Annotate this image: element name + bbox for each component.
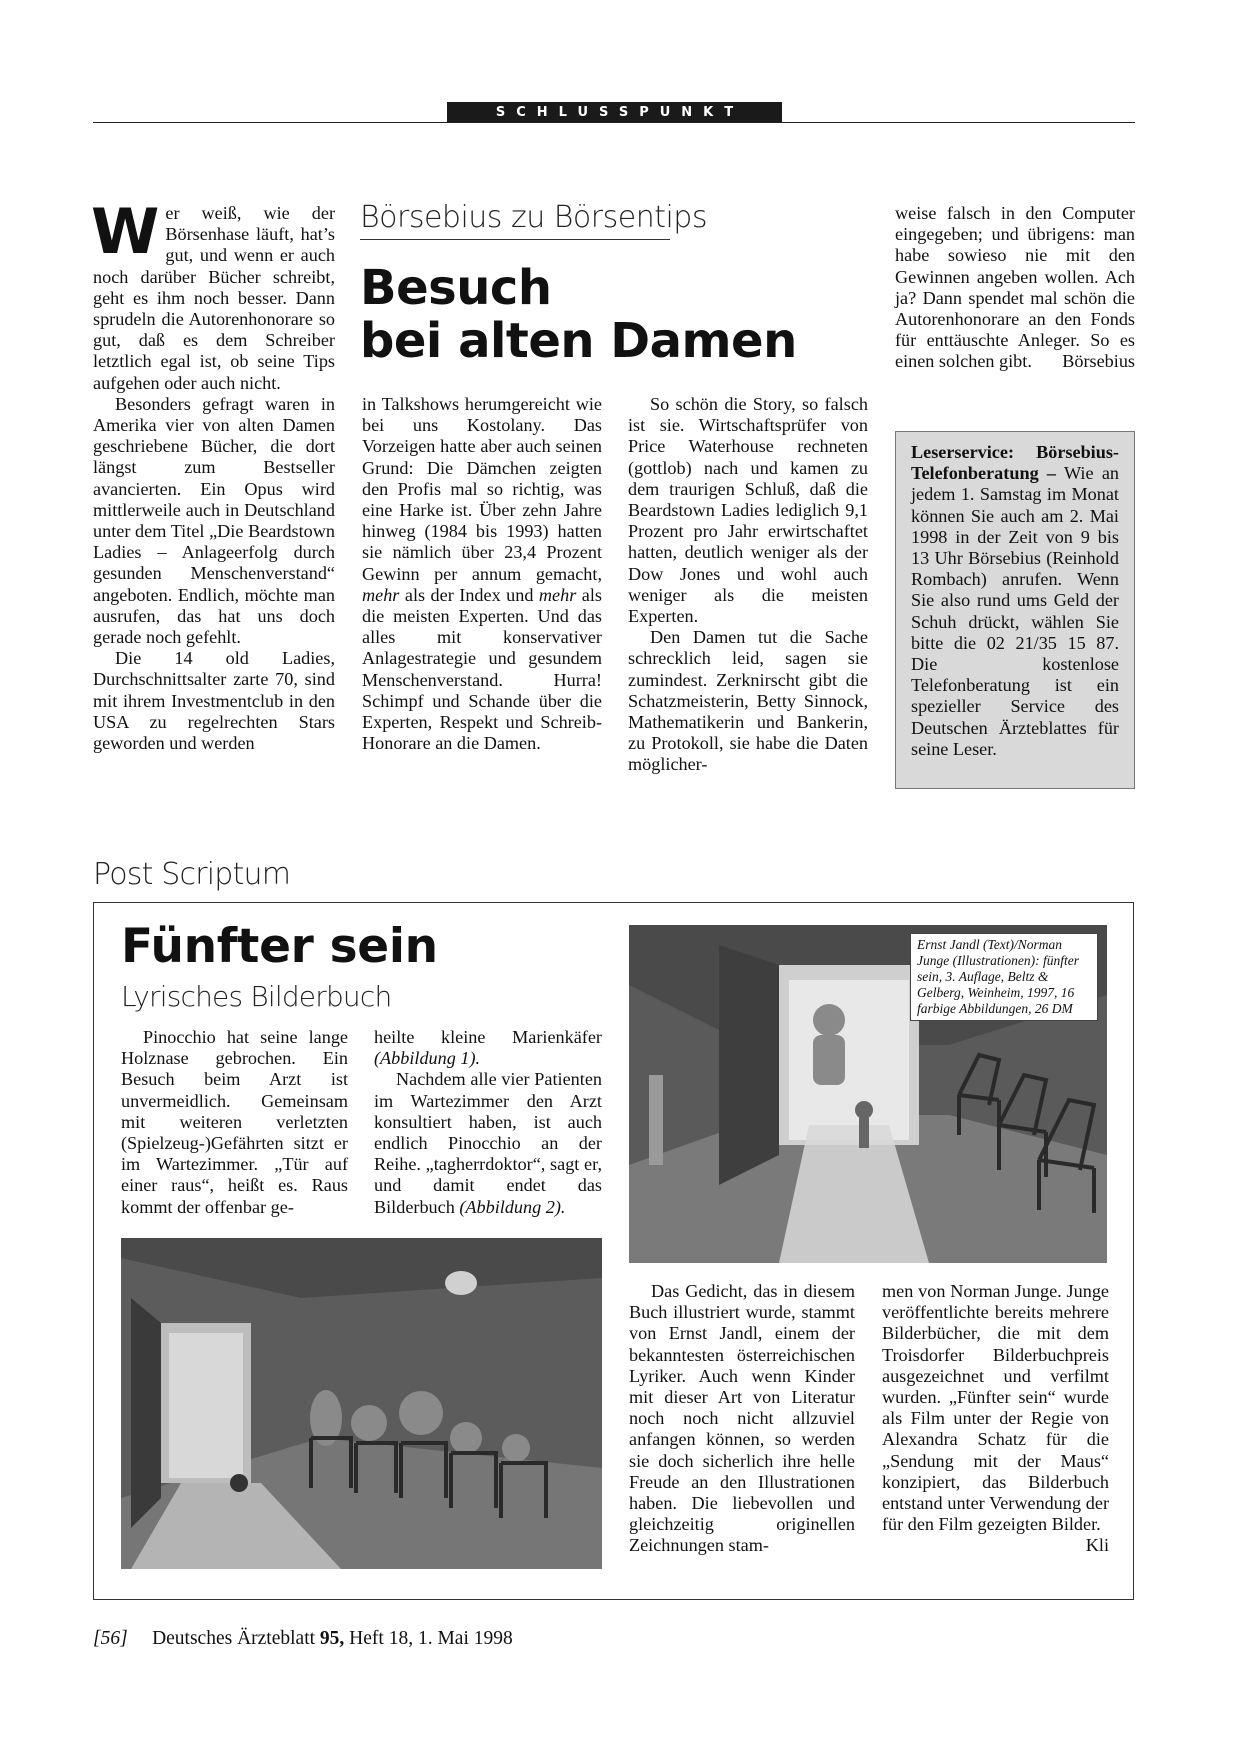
illustration-waiting-room	[121, 1238, 602, 1569]
drop-cap: W	[91, 195, 160, 268]
article-column-3	[628, 394, 868, 776]
article-column-2	[362, 394, 602, 754]
journal-name: Deutsches Ärzteblatt	[152, 1628, 316, 1649]
leserservice-box	[895, 431, 1135, 789]
article-author: Börsebius	[1062, 351, 1135, 372]
postscript-label: Post Scriptum	[93, 857, 291, 892]
article-col3-paragraph: Den Damen tut die Sache schrecklich leid, sagen sie zumindest. Zerknirscht gibt die Schatzmeisterin, Betty Sinnock, Mathematikerin und Bankerin, zu Protokoll, sie habe die Daten möglicher-	[628, 627, 868, 775]
postscript-col2-text: Nachdem alle vier Patienten im Wartezimmer den Arzt konsultiert haben, ist auch endlich Pinocchio an der Reihe. „tagherrdoktor“, sagt er, und damit endet das Bilderbuch	[374, 1069, 602, 1217]
headline-line-2: bei alten Damen	[360, 313, 797, 369]
article-column-1	[91, 195, 335, 754]
article-col3-paragraph: So schön die Story, so falsch ist sie. Wirtschaftsprüfer von Price Waterhouse rechneten (gottlob) nach und kamen zu dem traurigen Schluß, daß die Beardstown Ladies lediglich 9,1 Prozent pro Jahr erwirtschaftet hatten, deutlich weniger als der Dow Jones und wohl auch weniger als die meisten Experten.	[628, 394, 868, 627]
waiting-room-drawing	[121, 1238, 602, 1569]
postscript-col4-text: men von Norman Junge. Junge veröffentlichte bereits mehrere Bilderbücher, die mit dem Troisdorfer Bilderbuchpreis ausgezeichnet und verfilmt wurden. „Fünfter sein“ wurde als Film unter der Regie von Alexandra Schatz für die „Sendung mit der Maus“ konzipiert, das Bilderbuch entstand unter Verwendung der für den Film gezeigten Bilder.	[882, 1281, 1109, 1535]
page-number: [56]	[93, 1628, 128, 1649]
postscript-col1-text: Pinocchio hat seine lange Holznase gebrochen. Ein Besuch beim Arzt ist unvermeidlich. Gemeinsam mit weiteren verletzten (Spielzeug-)Gefährten sitzt er im Wartezimmer. „Tür auf einer raus“, heißt es. Raus kommt der offenbar ge-	[121, 1027, 348, 1217]
postscript-column-4	[882, 1281, 1109, 1557]
article-col2-text: als die meisten Experten. Und das alles mit konservativer Anlagestrategie und gesundem Menschenverstand. Hurra! Schimpf und Schande über die Experten, Respekt und Schreib-Honorare an die Damen.	[362, 584, 603, 754]
article-headline	[360, 262, 797, 368]
journal-volume: 95,	[319, 1628, 345, 1649]
article-col2-text: in Talkshows herumgereicht wie bei uns Kostolany. Das Vorzeigen hatte aber auch seinen Grund: Die Dämchen zeigten den Profis mal so richtig, was eine Harke ist. Über zehn Jahre hinweg (1984 bis 1993) hatten sie nämlich über 23,4 Prozent Gewinn per annum gemacht,	[362, 394, 602, 584]
postscript-column-3	[629, 1281, 855, 1557]
postscript-author: Kli	[1085, 1535, 1109, 1556]
figure-reference: (Abbildung 1).	[374, 1048, 481, 1069]
kicker-rule	[360, 239, 670, 240]
article-col1-first: er weiß, wie der Börsenhase läuft, hat’s gut, und wenn er auch noch darüber Bücher schreibt, geht es ihm noch besser. Dann sprudeln die Autorenhonorare so gut, daß es dem Schreiber letztlich egal ist, ob seine Tips aufgehen oder auch nicht.	[93, 203, 335, 393]
headline-line-1: Besuch	[360, 260, 552, 316]
postscript-col3-text: Das Gedicht, das in diesem Buch illustriert wurde, stammt von Ernst Jandl, einem der bekanntesten österreichischen Lyriker. Auch wenn Kinder mit dieser Art von Literatur noch noch nicht allzuviel anfangen können, so werden sie doch sicherlich ihre helle Freude an den Illustrationen haben. Die liebevollen und gleichzeitig originellen Zeichnungen stam-	[629, 1281, 855, 1556]
illustration-caption: Ernst Jandl (Text)/Norman Junge (Illustrationen): fünfter sein, 3. Auflage, Beltz & Gelberg, Weinheim, 1997, 16 farbige Abbildungen, 26 DM	[910, 933, 1098, 1021]
postscript-col2-text: heilte kleine Marienkäfer	[374, 1027, 602, 1047]
page-footer	[93, 1628, 513, 1650]
journal-issue: Heft 18, 1. Mai 1998	[349, 1628, 513, 1649]
article-col1-paragraph: Die 14 old Ladies, Durchschnittsalter zarte 70, sind mit ihrem Investmentclub in den USA zu regelrechten Stars geworden und werden	[93, 648, 335, 754]
emphasis-mehr: mehr	[538, 584, 577, 605]
postscript-column-2	[374, 1027, 602, 1218]
article-col4-text: weise falsch in den Computer eingegeben; und übrigens: man habe sowieso nie mit den Gewinnen angeben wollen. Ach ja? Dann spendet mal schön die Autorenhonorare an den Fonds für enttäuschte Anleger. So es einen solchen gibt.	[895, 203, 1135, 372]
leserservice-title: Leserservice: Börsebius-Telefonberatung –	[911, 442, 1119, 484]
figure-reference: (Abbildung 2).	[459, 1196, 566, 1217]
leserservice-text: Wie an jedem 1. Samstag im Monat können Sie auch am 2. Mai 1998 in der Zeit von 9 bis 13 Uhr Börsebius (Reinhold Rombach) anrufen. Wenn Sie also rund ums Geld der Schuh drückt, wählen Sie bitte die 02 21/35 15 87. Die kostenlose Telefonberatung ist ein spezieller Service des Deutschen Ärzteblattes für seine Leser.	[911, 463, 1119, 759]
emphasis-mehr: mehr	[362, 584, 400, 605]
postscript-column-1	[121, 1027, 348, 1218]
article-column-4	[895, 203, 1135, 373]
postscript-title: Fünfter sein	[121, 919, 438, 974]
article-col2-text: als der Index und	[404, 584, 534, 605]
section-label: SCHLUSSPUNKT	[447, 102, 782, 123]
article-col1-paragraph: Besonders gefragt waren in Amerika vier von alten Damen geschriebene Bücher, die dort längst zum Bestseller avancierten. Ein Opus wird mittlerweile auch in Deutschland unter dem Titel „Die Beardstown Ladies – Anlageerfolg durch gesunden Menschenverstand“ angeboten. Endlich, möchte man ausrufen, das hat uns doch gerade noch gefehlt.	[93, 393, 335, 648]
header-rule	[93, 122, 1135, 123]
article-kicker: Börsebius zu Börsentips	[360, 200, 707, 235]
postscript-subtitle: Lyrisches Bilderbuch	[121, 980, 392, 1013]
